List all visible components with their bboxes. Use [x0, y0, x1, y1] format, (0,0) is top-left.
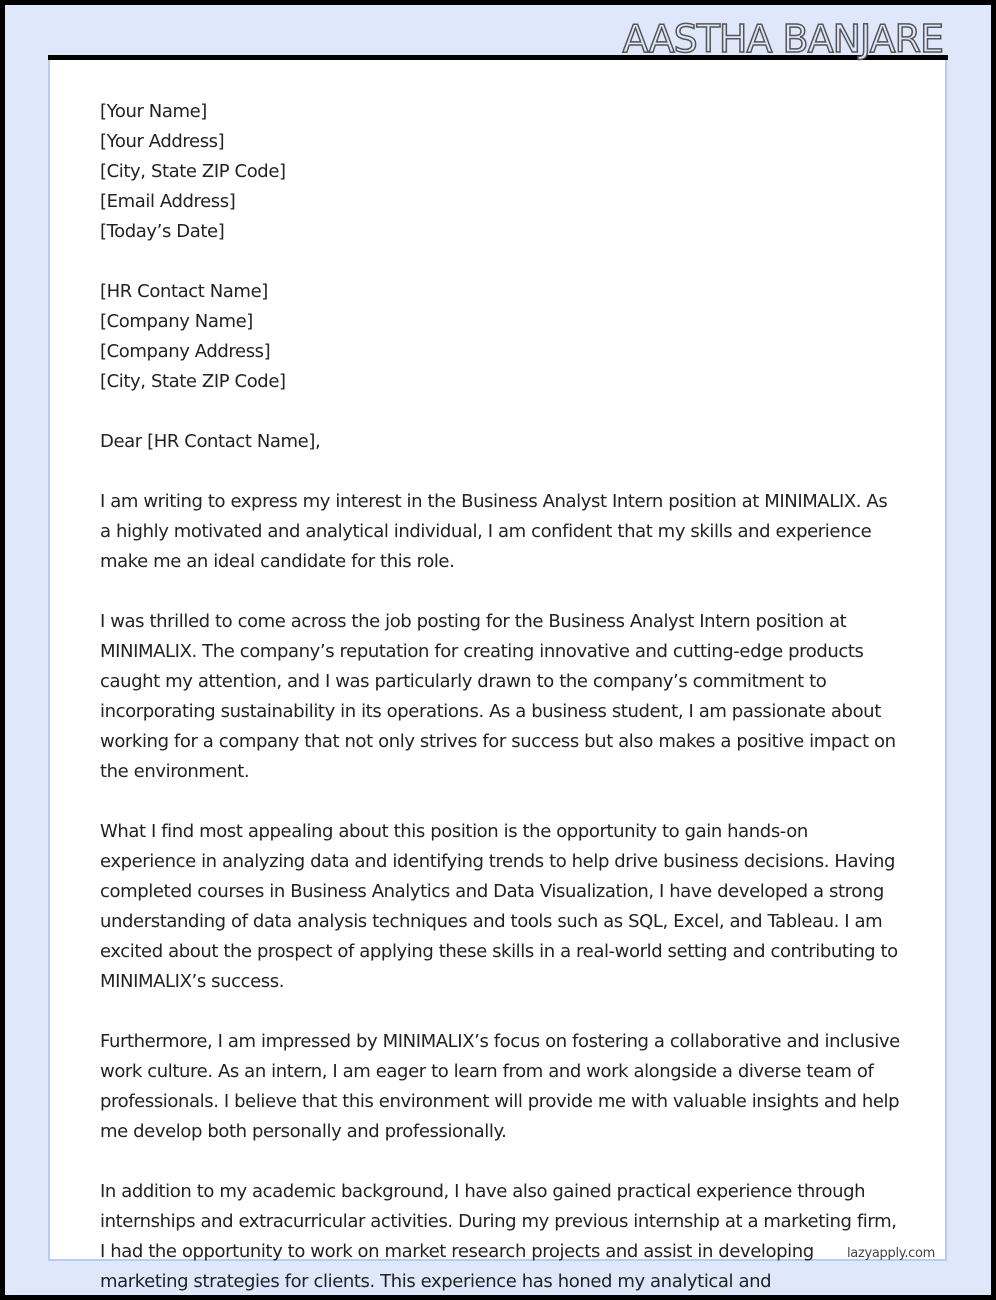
cover-letter	[100, 97, 900, 1295]
sender-block	[100, 97, 900, 247]
body-paragraph-2: I was thrilled to come across the job posting for the Business Analyst Intern position at MINIMALIX. The company’s reputation for creating innovative and cutting-edge products caught my attention, and I was particularly drawn to the company’s commitment to incorporating sustainability in its operations. As a business student, I am passionate about working for a company that not only strives for success but also makes a positive impact on the environment.	[100, 611, 896, 782]
letter-date: [Today’s Date]	[100, 221, 225, 242]
recipient-company: [Company Name]	[100, 311, 253, 332]
salutation: Dear [HR Contact Name],	[100, 431, 321, 452]
applicant-name-header: AASTHA BANJARE	[622, 17, 943, 61]
recipient-city-state-zip: [City, State ZIP Code]	[100, 371, 286, 392]
body-paragraph-3: What I find most appealing about this position is the opportunity to gain hands-on experience in analyzing data and identifying trends to help drive business decisions. Having completed courses in Business Analytics and Data Visualization, I have developed a strong understanding of data analysis techniques and tools such as SQL, Excel, and Tableau. I am excited about the prospect of applying these skills in a real-world setting and contributing to MINIMALIX’s success.	[100, 821, 898, 992]
watermark: lazyapply.com	[847, 1246, 936, 1261]
body-paragraph-5: In addition to my academic background, I have also gained practical experience through internships and extracurricular activities. During my previous internship at a marketing firm, I had the opportunity to work on market research projects and assist in developing marketing strategies for clients. This experience has honed my analytical and	[100, 1181, 897, 1292]
body-paragraph-1: I am writing to express my interest in the Business Analyst Intern position at MINIMALIX. As a highly motivated and analytical individual, I am confident that my skills and experience make me an ideal candidate for this role.	[100, 491, 888, 572]
sender-city-state-zip: [City, State ZIP Code]	[100, 161, 286, 182]
document-frame	[5, 5, 991, 1295]
sender-name: [Your Name]	[100, 101, 207, 122]
sender-email: [Email Address]	[100, 191, 236, 212]
recipient-block	[100, 277, 900, 397]
body-paragraph-4: Furthermore, I am impressed by MINIMALIX’s focus on fostering a collaborative and inclusive work culture. As an intern, I am eager to learn from and work alongside a diverse team of professionals. I believe that this environment will provide me with valuable insights and help me develop both personally and professionally.	[100, 1031, 900, 1142]
recipient-name: [HR Contact Name]	[100, 281, 268, 302]
sender-address: [Your Address]	[100, 131, 225, 152]
recipient-company-address: [Company Address]	[100, 341, 271, 362]
